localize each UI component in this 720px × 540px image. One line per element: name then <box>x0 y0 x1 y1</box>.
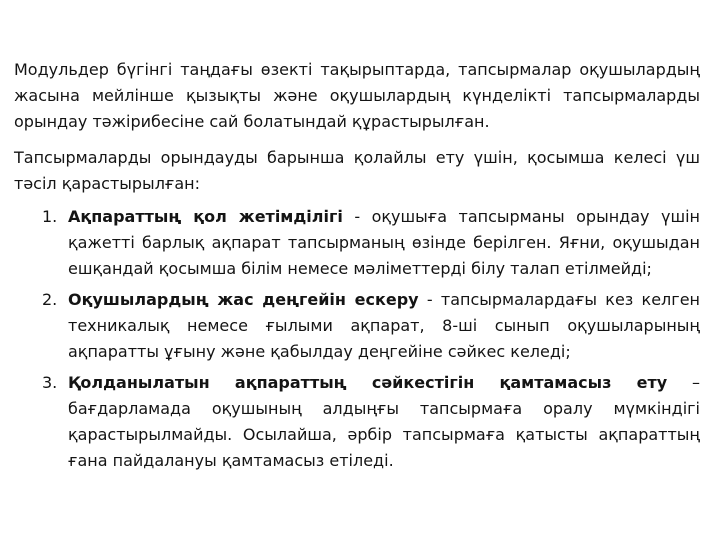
methods-intro-paragraph: Тапсырмаларды орындауды барынша қолайлы ету үшін, қосымша келесі үш тәсіл қарастырылған: <box>14 148 700 193</box>
list-item <box>14 204 700 282</box>
list-item <box>14 370 700 474</box>
list-item-text: – бағдарламада оқушының алдыңғы тапсырмаға оралу мүмкіндігі қарастырылмайды. Осылайша, әрбір тапсырмаға қатысты ақпараттың ғана пайдалануы қамтамасыз етіледі. <box>68 373 700 470</box>
list-item-text: - тапсырмалардағы кез келген техникалық немесе ғылыми ақпарат, 8-ші сынып оқушыларының ақпаратты ұғыну және қабылдау деңгейіне сәйкес келеді; <box>68 290 700 361</box>
list-item-number: 1. <box>42 207 58 226</box>
list-item-term: Ақпараттың қол жетімділігі <box>68 207 343 226</box>
list-item-text: - оқушыға тапсырманы орындау үшін қажетті барлық ақпарат тапсырманың өзінде берілген. Яғни, оқушыдан ешқандай қосымша білім немесе мәліметтерді білу талап етілмейді; <box>68 207 700 278</box>
list-item-term: Қолданылатын ақпараттың сәйкестігін қамтамасыз ету <box>68 373 668 392</box>
list-item-number: 2. <box>42 290 58 309</box>
list-item-number: 3. <box>42 373 58 392</box>
list-item <box>14 287 700 365</box>
methods-list <box>14 204 700 474</box>
intro-paragraph: Модульдер бүгінгі таңдағы өзекті тақырыптарда, тапсырмалар оқушылардың жасына мейлінше қызықты және оқушылардың күнделікті тапсырмаларды орындау тәжірибесіне сай болатындай құрастырылған. <box>14 60 700 131</box>
list-item-term: Оқушылардың жас деңгейін ескеру <box>68 290 419 309</box>
